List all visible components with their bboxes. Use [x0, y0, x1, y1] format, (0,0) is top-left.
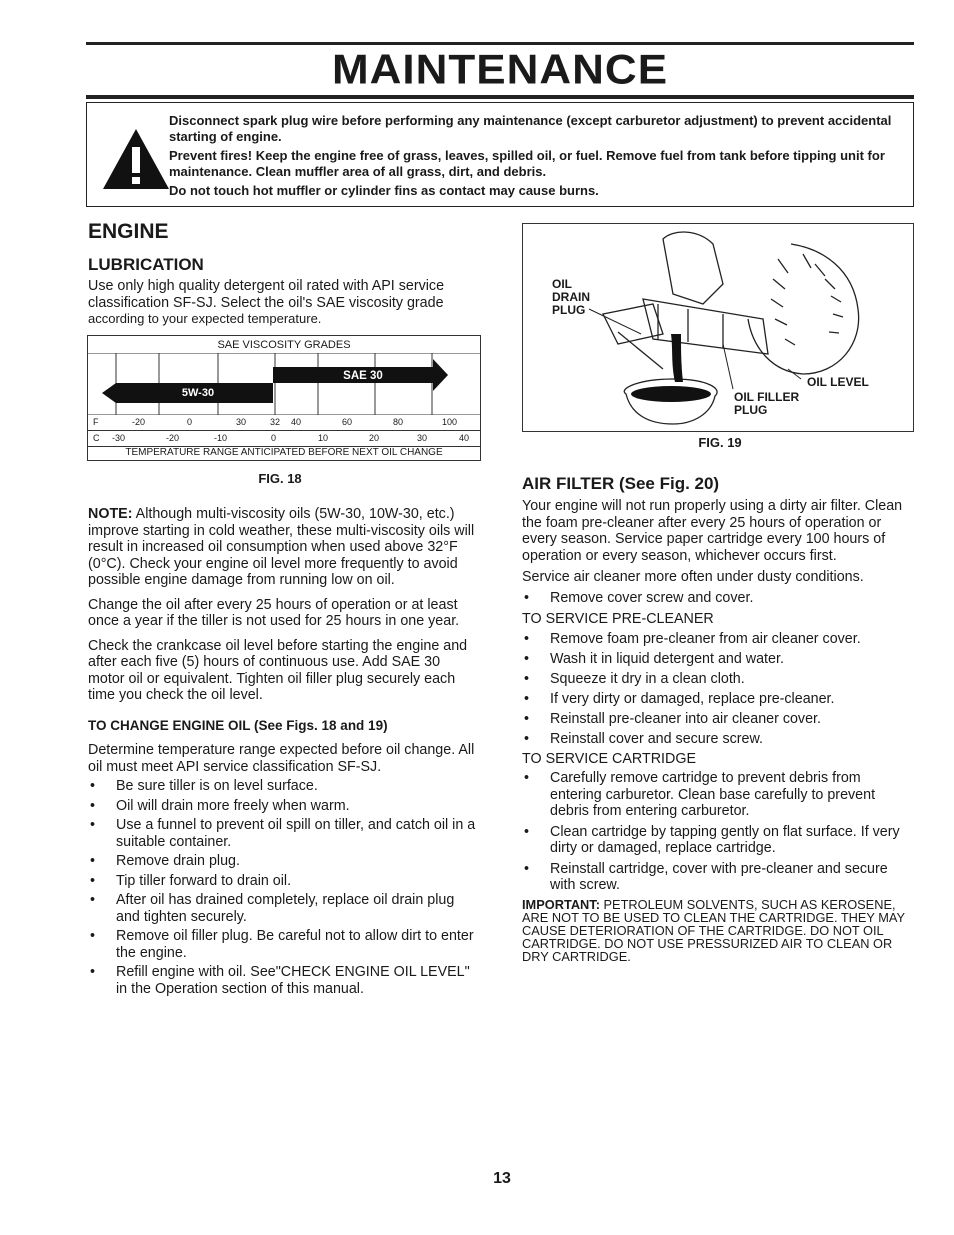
note-text: Although multi-viscosity oils (5W-30, 10W-30, etc.) improve starting in cold weather, these multi-viscosity oils will result in increased oil consumption when used above 32°F (0°C). Check your engine oil level more frequently to avoid possible engine damage from running low on oil.: [88, 506, 475, 588]
oil-filler-plug-label: [734, 391, 799, 417]
change-bullet: • After oil has drained completely, replace oil drain plug and tighten securely.: [88, 892, 480, 925]
pre-cleaner-bullet: • Wash it in liquid detergent and water.: [522, 651, 914, 668]
change-bullet: • Remove oil filler plug. Be careful not to allow dirt to enter the engine.: [88, 928, 480, 961]
lubrication-heading: LUBRICATION: [88, 255, 204, 274]
note-label: NOTE:: [88, 506, 133, 522]
viscosity-chart: [87, 335, 481, 461]
f-tick: 100: [442, 417, 458, 427]
pre-cleaner-heading: TO SERVICE PRE-CLEANER: [522, 611, 714, 627]
pre-cleaner-bullet: • Reinstall cover and secure screw.: [522, 731, 914, 748]
cartridge-bullet: • Reinstall cartridge, cover with pre-cleaner and secure with screw.: [522, 861, 914, 894]
f-tick: -20: [132, 417, 146, 427]
engine-heading: ENGINE: [88, 220, 169, 243]
important-note: [522, 898, 914, 963]
dusty-conditions: Service air cleaner more often under dusty conditions.: [522, 569, 864, 585]
engine-body: [88, 506, 480, 997]
cartridge-bullet: • Carefully remove cartridge to prevent debris from entering carburetor. Clean base carefully to prevent debris from entering carburetor.: [522, 770, 914, 820]
c-tick: -10: [214, 433, 228, 443]
f-tick: 40: [291, 417, 302, 427]
change-oil-intro: Determine temperature range expected before oil change. All oil must meet API service classification SF-SJ.: [88, 742, 475, 775]
page-title: MAINTENANCE: [331, 46, 669, 93]
oil-level-check: Check the crankcase oil level before starting the engine and after each five (5) hours of continuous use. Add SAE 30 motor oil or equivalent. Tighten oil filler plug securely each time you check the oil level.: [88, 637, 468, 703]
fig19-illustration: [522, 223, 914, 432]
warning-text: [169, 113, 904, 202]
celsius-scale: [88, 433, 480, 446]
tiller-drain-drawing: [523, 224, 913, 431]
air-filter-heading: AIR FILTER (See Fig. 20): [522, 474, 720, 493]
c-tick: 30: [417, 433, 428, 443]
warning-line-1: Disconnect spark plug wire before performing any maintenance (except carburetor adjustment) to prevent accidental starting of engine.: [169, 113, 892, 144]
cartridge-heading: TO SERVICE CARTRIDGE: [522, 750, 696, 767]
bar-sae30-label: SAE 30: [343, 370, 383, 382]
change-bullet: • Tip tiller forward to drain oil.: [88, 873, 480, 890]
f-tick: 80: [393, 417, 404, 427]
change-bullet: • Remove drain plug.: [88, 853, 480, 870]
fig18-caption: FIG. 18: [258, 471, 302, 486]
change-bullet: • Be sure tiller is on level surface.: [88, 778, 480, 795]
title-rule: [86, 95, 914, 99]
warning-box: [86, 102, 914, 207]
chart-title: SAE VISCOSITY GRADES: [217, 339, 351, 351]
label-line: DRAIN: [552, 290, 590, 304]
pre-cleaner-bullet: • If very dirty or damaged, replace pre-cleaner.: [522, 691, 914, 708]
warning-triangle-icon: [101, 127, 171, 191]
chart-footer: TEMPERATURE RANGE ANTICIPATED BEFORE NEXT OIL CHANGE: [88, 446, 480, 458]
oil-change-interval: Change the oil after every 25 hours of operation or at least once a year if the tiller is not used for 25 hours in one year.: [88, 596, 460, 629]
f-tick: 0: [187, 417, 193, 427]
change-bullet: • Refill engine with oil. See"CHECK ENGINE OIL LEVEL" in the Operation section of this manual.: [88, 964, 480, 997]
important-label: IMPORTANT:: [522, 896, 600, 912]
change-bullet: • Use a funnel to prevent oil spill on tiller, and catch oil in a suitable container.: [88, 817, 480, 850]
lubrication-intro-small: according to your expected temperature.: [88, 311, 322, 326]
lubrication-intro: [88, 278, 480, 328]
bar-5w30-label: 5W-30: [181, 387, 215, 399]
c-tick: 20: [369, 433, 380, 443]
change-bullet: • Oil will drain more freely when warm.: [88, 798, 480, 815]
c-tick: 10: [318, 433, 329, 443]
pre-cleaner-bullet: • Remove foam pre-cleaner from air cleaner cover.: [522, 631, 914, 648]
viscosity-bars: [88, 353, 480, 415]
f-label: F: [93, 417, 99, 427]
lubrication-intro-text: Use only high quality detergent oil rated with API service classification SF-SJ. Select the oil's SAE viscosity grade: [88, 278, 445, 311]
f-tick: 60: [342, 417, 353, 427]
c-tick: 40: [459, 433, 470, 443]
c-tick: 0: [271, 433, 277, 443]
label-line: OIL: [552, 277, 572, 291]
pre-cleaner-bullet: • Squeeze it dry in a clean cloth.: [522, 671, 914, 688]
label-line: OIL FILLER: [734, 390, 800, 404]
top-rule: [86, 42, 914, 45]
fahrenheit-scale: [88, 417, 480, 431]
air-filter-body: [522, 498, 914, 963]
oil-drain-plug-label: [552, 278, 590, 317]
warning-line-3: Do not touch hot muffler or cylinder fins as contact may cause burns.: [169, 183, 599, 198]
warning-line-2: Prevent fires! Keep the engine free of grass, leaves, spilled oil, or fuel. Remove fuel from tank before tipping unit for maintenance. Clean muffler area of all grass, dirt, and debris.: [169, 148, 885, 179]
label-line: PLUG: [734, 403, 768, 417]
label-line: PLUG: [552, 303, 586, 317]
note-paragraph: [88, 506, 480, 589]
cartridge-bullet: • Clean cartridge by tapping gently on flat surface. If very dirty or damaged, replace cartridge.: [522, 824, 914, 857]
change-oil-heading: TO CHANGE ENGINE OIL (See Figs. 18 and 19): [88, 717, 388, 733]
page-number: 13: [493, 1170, 511, 1187]
c-tick: -30: [112, 433, 126, 443]
cover-bullet: • Remove cover screw and cover.: [522, 590, 914, 607]
f-tick: 32: [270, 417, 281, 427]
f-tick: 30: [236, 417, 247, 427]
c-label: C: [93, 433, 100, 443]
oil-level-label: OIL LEVEL: [807, 375, 869, 389]
air-filter-intro: Your engine will not run properly using a dirty air filter. Clean the foam pre-cleaner after every 25 hours of operation or every season. Service paper cartridge every 100 hours of operation or every season, whichever occurs first.: [522, 498, 903, 564]
pre-cleaner-bullet: • Reinstall pre-cleaner into air cleaner cover.: [522, 711, 914, 728]
fig19-caption: FIG. 19: [698, 435, 742, 450]
important-text: PETROLEUM SOLVENTS, SUCH AS KEROSENE, ARE NOT TO BE USED TO CLEAN THE CARTRIDGE. THEY MAY CAUSE DETERIORATION OF THE CARTRIDGE. DO NOT OIL CARTRIDGE. DO NOT USE PRESSURIZED AIR TO CLEAN OR DRY CARTRIDGE.: [522, 896, 905, 964]
c-tick: -20: [166, 433, 180, 443]
